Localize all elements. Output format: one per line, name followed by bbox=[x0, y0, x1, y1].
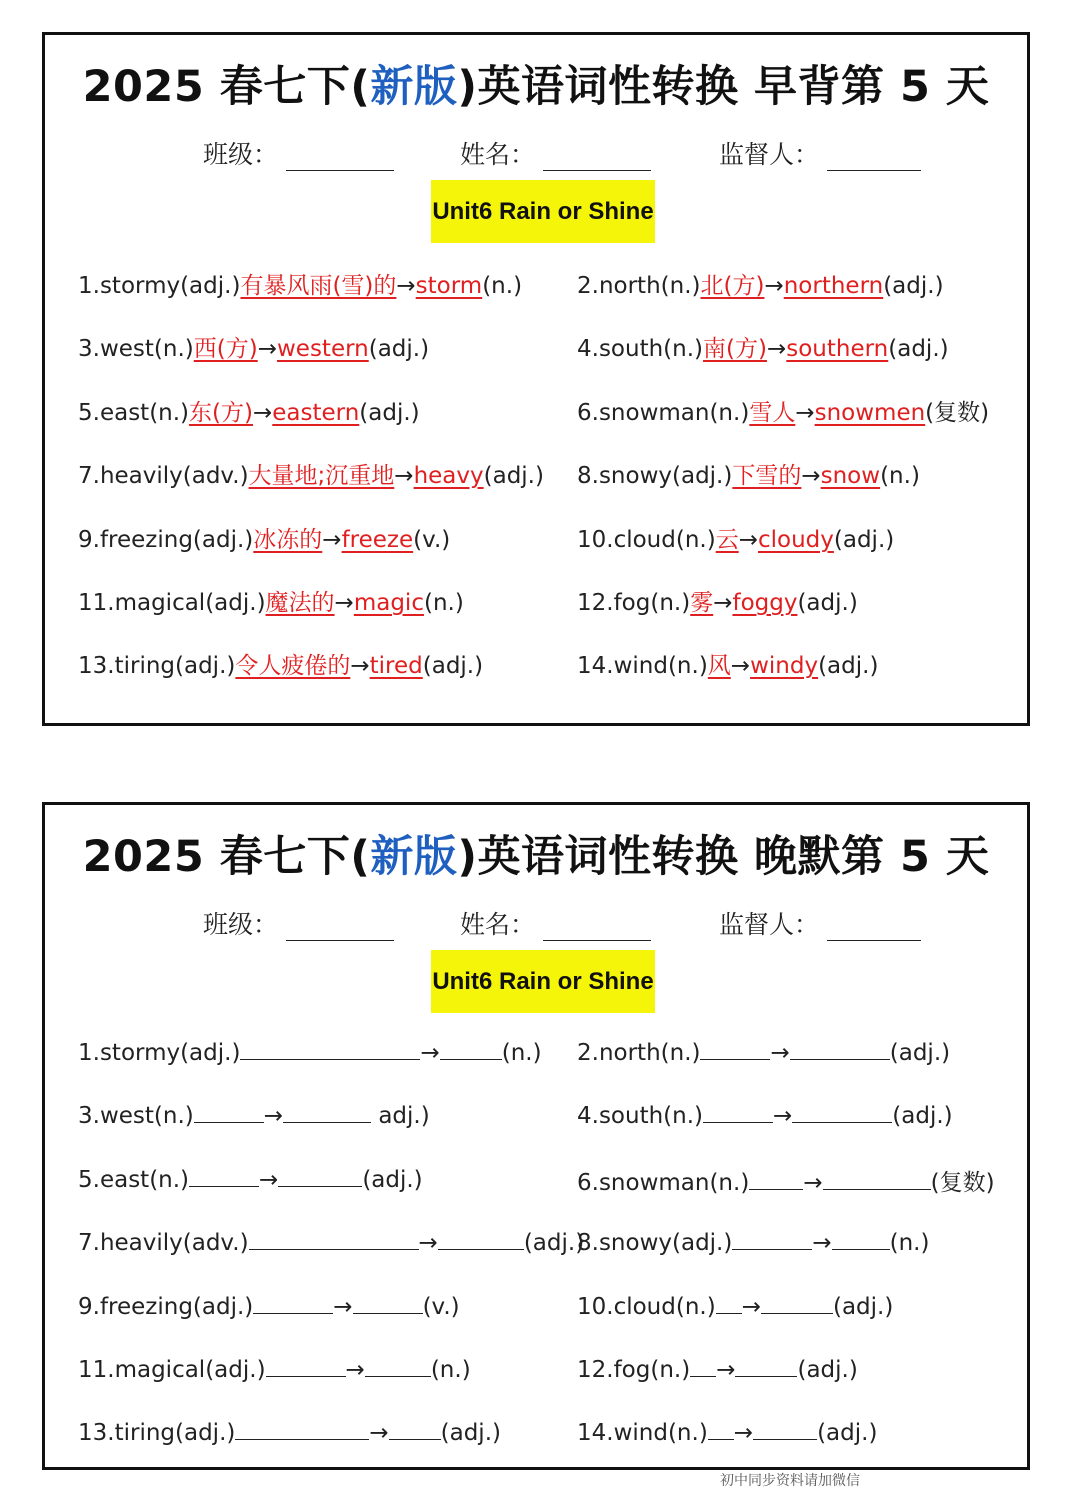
arrow-icon: → bbox=[801, 463, 821, 489]
item-suffix: (n.) bbox=[889, 1230, 930, 1256]
item-answer-meaning: 有暴风雨(雪)的 bbox=[240, 273, 397, 299]
item-answer-form: heavy bbox=[413, 463, 484, 489]
answer-item bbox=[577, 457, 920, 490]
item-suffix: (n.) bbox=[430, 1357, 471, 1383]
item-answer-form: southern bbox=[786, 336, 889, 362]
arrow-icon: → bbox=[333, 1294, 353, 1320]
arrow-icon: → bbox=[418, 1230, 438, 1256]
info-row bbox=[45, 905, 1027, 945]
answer-item bbox=[78, 267, 522, 300]
item-suffix: (v.) bbox=[413, 527, 451, 553]
dictation-item bbox=[78, 1037, 542, 1066]
answer-item bbox=[577, 330, 949, 363]
item-answer-form: foggy bbox=[732, 590, 798, 616]
item-prefix: 5.east(n.) bbox=[78, 1167, 190, 1193]
item-suffix: (adj.) bbox=[368, 336, 430, 362]
item-prefix: 7.heavily(adv.) bbox=[78, 1230, 249, 1256]
arrow-icon: → bbox=[795, 400, 815, 426]
item-answer-form: northern bbox=[783, 273, 884, 299]
supervisor-label: 监督人： bbox=[719, 910, 820, 939]
meaning-blank[interactable] bbox=[249, 1227, 419, 1250]
item-suffix: (adj.) bbox=[422, 653, 484, 679]
arrow-icon: → bbox=[420, 1040, 440, 1066]
item-answer-meaning: 东(方) bbox=[189, 400, 253, 426]
meaning-blank[interactable] bbox=[708, 1417, 734, 1440]
item-answer-form: cloudy bbox=[757, 527, 834, 553]
supervisor-blank[interactable] bbox=[827, 144, 921, 171]
item-prefix: 4.south(n.) bbox=[577, 336, 704, 362]
dictation-item bbox=[78, 1291, 460, 1320]
form-blank[interactable] bbox=[753, 1417, 817, 1440]
dictation-item bbox=[577, 1354, 858, 1383]
item-answer-meaning: 风 bbox=[707, 653, 731, 679]
item-suffix: (adj.) bbox=[362, 1167, 423, 1193]
dictation-item bbox=[577, 1291, 893, 1320]
item-prefix: 8.snowy(adj.) bbox=[577, 1230, 733, 1256]
arrow-icon: → bbox=[764, 273, 784, 299]
arrow-icon: → bbox=[396, 273, 416, 299]
title-prefix: 2025 春七下( bbox=[82, 832, 371, 882]
title-highlight: 新版 bbox=[370, 832, 458, 882]
item-prefix: 12.fog(n.) bbox=[577, 1357, 691, 1383]
class-field[interactable] bbox=[203, 905, 394, 941]
item-prefix: 6.snowman(n.) bbox=[577, 400, 750, 426]
item-prefix: 11.magical(adj.) bbox=[78, 1357, 266, 1383]
form-blank[interactable] bbox=[365, 1354, 431, 1377]
dictation-item bbox=[78, 1417, 501, 1446]
item-suffix: (adj.) bbox=[483, 463, 544, 489]
item-suffix: (adj.) bbox=[817, 1420, 878, 1446]
name-blank[interactable] bbox=[543, 144, 651, 171]
item-prefix: 9.freezing(adj.) bbox=[78, 1294, 254, 1320]
dictation-item bbox=[577, 1100, 953, 1129]
item-suffix: (n.) bbox=[880, 463, 920, 489]
item-answer-form: snow bbox=[820, 463, 881, 489]
meaning-blank[interactable] bbox=[194, 1100, 264, 1123]
item-answer-form: storm bbox=[415, 273, 483, 299]
arrow-icon: → bbox=[345, 1357, 365, 1383]
item-suffix: (复数) bbox=[930, 1170, 995, 1196]
item-prefix: 8.snowy(adj.) bbox=[577, 463, 733, 489]
class-field[interactable] bbox=[203, 135, 394, 171]
meaning-blank[interactable] bbox=[749, 1167, 803, 1190]
arrow-icon: → bbox=[394, 463, 414, 489]
meaning-blank[interactable] bbox=[189, 1164, 259, 1187]
arrow-icon: → bbox=[334, 590, 354, 616]
answer-item bbox=[78, 330, 429, 363]
form-blank[interactable] bbox=[761, 1291, 833, 1314]
arrow-icon: → bbox=[369, 1420, 389, 1446]
form-blank[interactable] bbox=[278, 1164, 362, 1187]
arrow-icon: → bbox=[766, 336, 787, 362]
name-field[interactable] bbox=[460, 135, 651, 171]
item-answer-form: eastern bbox=[272, 400, 360, 426]
meaning-blank[interactable] bbox=[690, 1354, 716, 1377]
item-suffix: (adj.) bbox=[523, 1230, 585, 1256]
item-prefix: 12.fog(n.) bbox=[577, 590, 691, 616]
item-prefix: 2.north(n.) bbox=[577, 273, 701, 299]
answer-item bbox=[78, 394, 420, 427]
item-suffix: (adj.) bbox=[832, 1294, 894, 1320]
arrow-icon: → bbox=[716, 1357, 736, 1383]
answer-item bbox=[577, 394, 989, 427]
arrow-icon: → bbox=[733, 1420, 754, 1446]
meaning-blank[interactable] bbox=[732, 1227, 812, 1250]
item-suffix: (adj.) bbox=[440, 1420, 501, 1446]
item-suffix: (adj.) bbox=[889, 1040, 951, 1066]
item-answer-meaning: 大量地;沉重地 bbox=[248, 463, 395, 489]
class-blank[interactable] bbox=[286, 914, 394, 941]
title-suffix: )英语词性转换 晚默第 5 天 bbox=[457, 832, 990, 882]
title-prefix: 2025 春七下( bbox=[82, 62, 371, 112]
item-answer-form: western bbox=[276, 336, 369, 362]
meaning-blank[interactable] bbox=[253, 1291, 333, 1314]
item-prefix: 13.tiring(adj.) bbox=[78, 1420, 236, 1446]
unit-banner: Unit6 Rain or Shine bbox=[431, 950, 655, 1013]
item-prefix: 14.wind(n.) bbox=[577, 1420, 708, 1446]
form-blank[interactable] bbox=[283, 1100, 371, 1123]
item-answer-form: tired bbox=[369, 653, 423, 679]
card-title bbox=[45, 823, 1027, 884]
item-suffix: (v.) bbox=[422, 1294, 460, 1320]
class-blank[interactable] bbox=[286, 144, 394, 171]
item-suffix: (adj.) bbox=[797, 590, 858, 616]
dictation-item bbox=[577, 1417, 877, 1446]
item-suffix: (adj.) bbox=[833, 527, 895, 553]
form-blank[interactable] bbox=[823, 1167, 931, 1190]
item-prefix: 2.north(n.) bbox=[577, 1040, 701, 1066]
item-prefix: 9.freezing(adj.) bbox=[78, 527, 254, 553]
item-answer-form: snowmen bbox=[814, 400, 926, 426]
item-suffix: (n.) bbox=[423, 590, 464, 616]
item-suffix: (n.) bbox=[482, 273, 523, 299]
form-blank[interactable] bbox=[792, 1100, 892, 1123]
item-prefix: 10.cloud(n.) bbox=[577, 527, 716, 553]
item-prefix: 7.heavily(adv.) bbox=[78, 463, 249, 489]
item-prefix: 13.tiring(adj.) bbox=[78, 653, 236, 679]
form-blank[interactable] bbox=[353, 1291, 423, 1314]
form-blank[interactable] bbox=[440, 1037, 502, 1060]
name-field[interactable] bbox=[460, 905, 651, 941]
meaning-blank[interactable] bbox=[266, 1354, 346, 1377]
item-suffix: (adj.) bbox=[883, 273, 944, 299]
item-answer-meaning: 下雪的 bbox=[732, 463, 802, 489]
supervisor-field[interactable] bbox=[719, 905, 921, 941]
arrow-icon: → bbox=[713, 590, 733, 616]
title-suffix: )英语词性转换 早背第 5 天 bbox=[457, 62, 990, 112]
item-suffix: (adj.) bbox=[359, 400, 420, 426]
arrow-icon: → bbox=[259, 1167, 279, 1193]
morning-recite-card bbox=[42, 32, 1030, 726]
supervisor-field[interactable] bbox=[719, 135, 921, 171]
meaning-blank[interactable] bbox=[240, 1037, 420, 1060]
class-label: 班级： bbox=[203, 140, 279, 169]
dictation-item bbox=[78, 1164, 423, 1193]
arrow-icon: → bbox=[263, 1103, 284, 1129]
name-label: 姓名： bbox=[460, 910, 536, 939]
name-blank[interactable] bbox=[543, 914, 651, 941]
arrow-icon: → bbox=[812, 1230, 832, 1256]
answer-item bbox=[78, 584, 464, 617]
item-suffix: (adj.) bbox=[797, 1357, 858, 1383]
arrow-icon: → bbox=[257, 336, 277, 362]
dictation-item bbox=[577, 1227, 929, 1256]
item-suffix: adj.) bbox=[371, 1103, 430, 1129]
item-prefix: 6.snowman(n.) bbox=[577, 1170, 750, 1196]
evening-dictation-card bbox=[42, 802, 1030, 1470]
meaning-blank[interactable] bbox=[703, 1100, 773, 1123]
item-answer-meaning: 西(方) bbox=[193, 336, 258, 362]
arrow-icon: → bbox=[738, 527, 758, 553]
item-answer-form: magic bbox=[353, 590, 424, 616]
item-suffix: (复数) bbox=[925, 400, 990, 426]
item-answer-meaning: 雾 bbox=[690, 590, 714, 616]
form-blank[interactable] bbox=[832, 1227, 890, 1250]
answer-item bbox=[577, 647, 878, 680]
item-prefix: 4.south(n.) bbox=[577, 1103, 704, 1129]
item-answer-meaning: 云 bbox=[715, 527, 739, 553]
form-blank[interactable] bbox=[735, 1354, 797, 1377]
form-blank[interactable] bbox=[790, 1037, 890, 1060]
item-prefix: 1.stormy(adj.) bbox=[78, 273, 241, 299]
item-answer-meaning: 令人疲倦的 bbox=[235, 653, 351, 679]
arrow-icon: → bbox=[741, 1294, 761, 1320]
item-suffix: (n.) bbox=[501, 1040, 542, 1066]
supervisor-label: 监督人： bbox=[719, 140, 820, 169]
meaning-blank[interactable] bbox=[700, 1037, 770, 1060]
arrow-icon: → bbox=[730, 653, 751, 679]
form-blank[interactable] bbox=[389, 1417, 441, 1440]
item-answer-meaning: 北(方) bbox=[700, 273, 765, 299]
item-prefix: 14.wind(n.) bbox=[577, 653, 708, 679]
dictation-item bbox=[577, 1164, 995, 1197]
item-answer-form: windy bbox=[750, 653, 819, 679]
item-prefix: 11.magical(adj.) bbox=[78, 590, 266, 616]
card-title bbox=[45, 53, 1027, 114]
class-label: 班级： bbox=[203, 910, 279, 939]
item-answer-meaning: 冰冻的 bbox=[253, 527, 323, 553]
dictation-item bbox=[78, 1354, 471, 1383]
supervisor-blank[interactable] bbox=[827, 914, 921, 941]
answer-item bbox=[78, 647, 483, 680]
item-answer-meaning: 魔法的 bbox=[265, 590, 335, 616]
item-prefix: 3.west(n.) bbox=[78, 336, 194, 362]
answer-item bbox=[78, 521, 450, 554]
arrow-icon: → bbox=[803, 1170, 823, 1196]
meaning-blank[interactable] bbox=[716, 1291, 742, 1314]
answer-item bbox=[78, 457, 544, 490]
title-highlight: 新版 bbox=[370, 62, 458, 112]
item-suffix: (adj.) bbox=[892, 1103, 953, 1129]
arrow-icon: → bbox=[350, 653, 370, 679]
meaning-blank[interactable] bbox=[235, 1417, 369, 1440]
dictation-item bbox=[577, 1037, 950, 1066]
item-prefix: 3.west(n.) bbox=[78, 1103, 194, 1129]
item-suffix: (adj.) bbox=[888, 336, 949, 362]
form-blank[interactable] bbox=[438, 1227, 524, 1250]
answer-item bbox=[577, 521, 894, 554]
answer-item bbox=[577, 267, 944, 300]
item-answer-meaning: 南(方) bbox=[703, 336, 767, 362]
arrow-icon: → bbox=[770, 1040, 790, 1066]
name-label: 姓名： bbox=[460, 140, 536, 169]
footer-text: 初中同步资料请加微信 bbox=[720, 1473, 860, 1489]
item-answer-meaning: 雪人 bbox=[749, 400, 796, 426]
arrow-icon: → bbox=[773, 1103, 793, 1129]
item-prefix: 10.cloud(n.) bbox=[577, 1294, 716, 1320]
unit-banner: Unit6 Rain or Shine bbox=[431, 180, 655, 243]
item-prefix: 5.east(n.) bbox=[78, 400, 190, 426]
dictation-item bbox=[78, 1227, 584, 1256]
item-answer-form: freeze bbox=[341, 527, 414, 553]
arrow-icon: → bbox=[252, 400, 273, 426]
item-suffix: (adj.) bbox=[818, 653, 879, 679]
dictation-item bbox=[78, 1100, 430, 1129]
answer-item bbox=[577, 584, 858, 617]
info-row bbox=[45, 135, 1027, 175]
arrow-icon: → bbox=[322, 527, 342, 553]
item-prefix: 1.stormy(adj.) bbox=[78, 1040, 241, 1066]
